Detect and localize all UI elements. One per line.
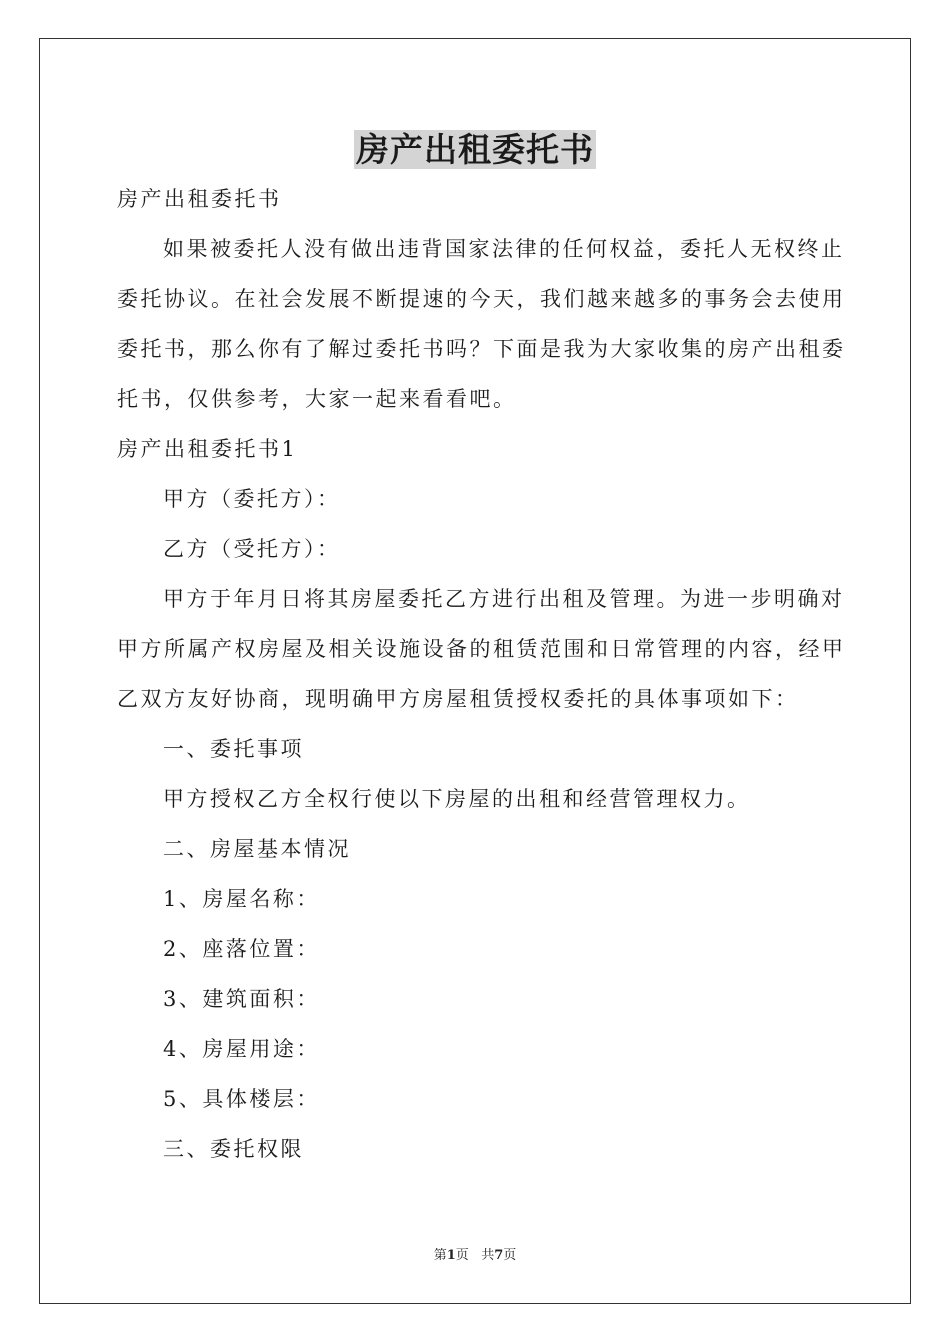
document-title-text: 房产出租委托书 (356, 130, 594, 169)
clause-heading: 三、委托权限 (163, 1137, 304, 1161)
clause-heading: 一、委托事项 (163, 737, 304, 761)
document-title (0, 128, 950, 172)
section-heading: 房产出租委托书 (117, 187, 282, 211)
agreement-paragraph: 甲方于年月日将其房屋委托乙方进行出租及管理。为进一步明确对甲方所属产权房屋及相关设施设备的租赁范围和日常管理的内容，经甲乙双方友好协商，现明确甲方房屋租赁授权委托的具体事项如下： (117, 587, 846, 711)
page-suffix: 页 (455, 1248, 469, 1263)
party-b-line: 乙方（受托方）： (163, 537, 341, 561)
clause-paragraph: 甲方授权乙方全权行使以下房屋的出租和经营管理权力。 (163, 787, 751, 811)
total-prefix: 共 (481, 1248, 495, 1263)
page-prefix: 第 (433, 1248, 447, 1263)
page-total: 7 (494, 1248, 504, 1263)
section-heading: 房产出租委托书1 (117, 437, 298, 461)
list-item: 4、房屋用途： (163, 1037, 320, 1061)
intro-paragraph: 如果被委托人没有做出违背国家法律的任何权益，委托人无权终止委托协议。在社会发展不断提速的今天，我们越来越多的事务会去使用委托书，那么你有了解过委托书吗？下面是我为大家收集的房产出租委托书，仅供参考，大家一起来看看吧。 (117, 237, 846, 411)
page-current: 1 (446, 1248, 456, 1263)
list-item: 1、房屋名称： (163, 887, 320, 911)
list-item: 5、具体楼层： (163, 1087, 320, 1111)
clause-heading: 二、房屋基本情况 (163, 837, 351, 861)
party-a-line: 甲方（委托方）： (163, 487, 341, 511)
document-body (117, 174, 847, 1174)
list-item: 2、座落位置： (163, 937, 320, 961)
page-footer (0, 1246, 950, 1266)
total-suffix: 页 (503, 1248, 517, 1263)
list-item: 3、建筑面积： (163, 987, 320, 1011)
